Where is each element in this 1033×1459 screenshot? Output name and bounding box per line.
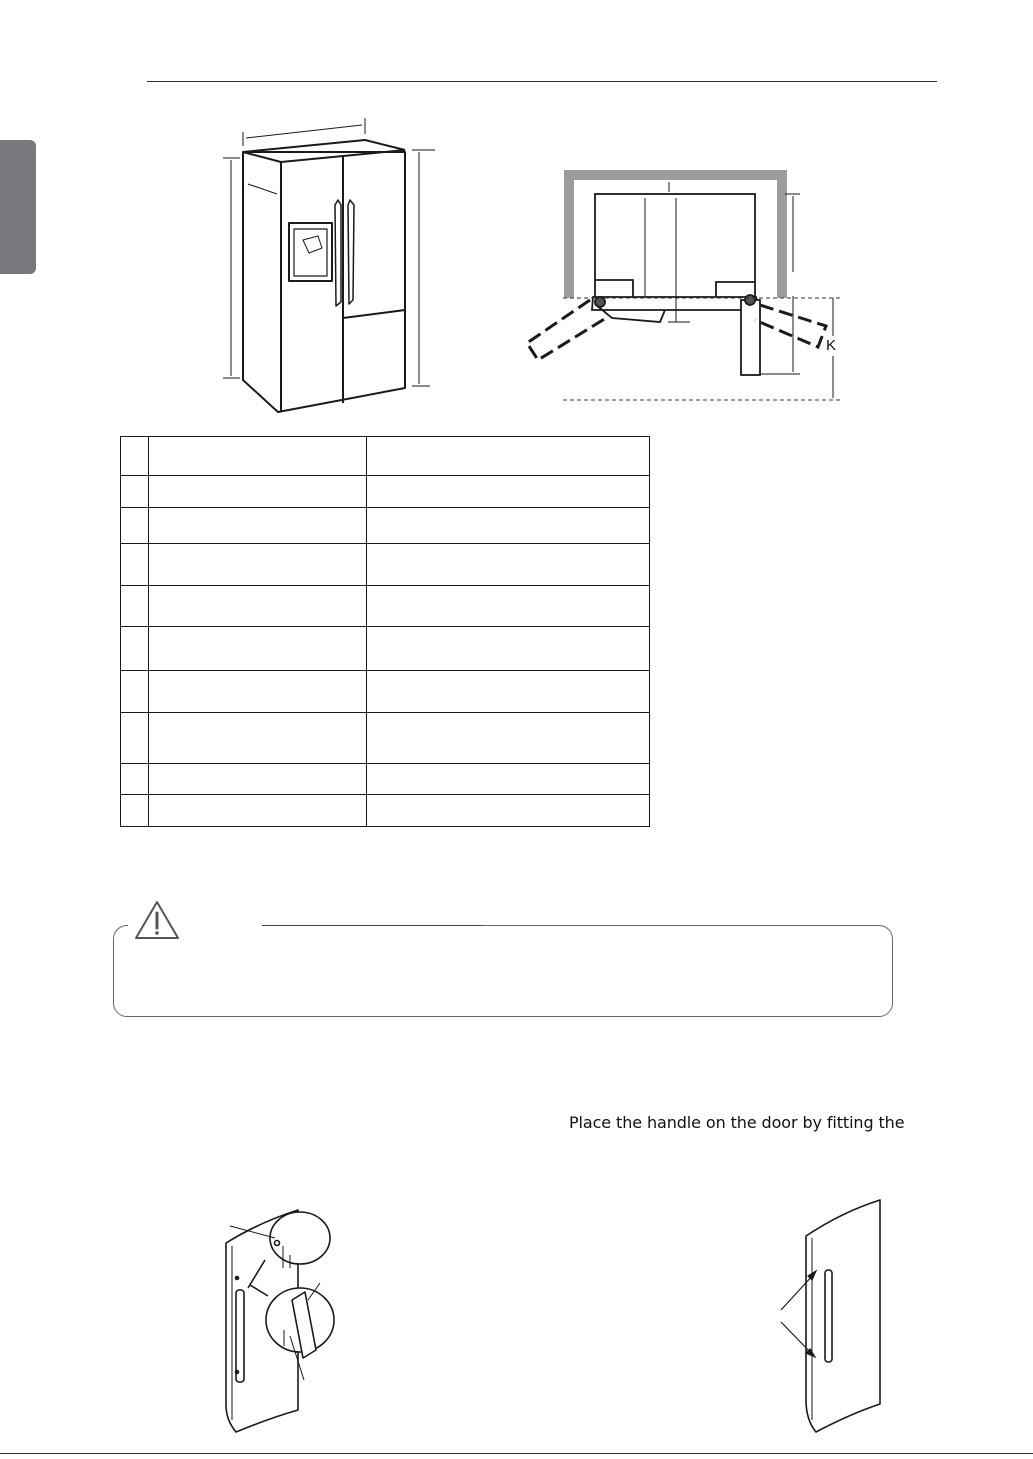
- footer-rule: [0, 1453, 1033, 1454]
- handle-instruction-text: Place the handle on the door by fitting the: [569, 1113, 905, 1132]
- clearance-label-k: K: [826, 337, 837, 354]
